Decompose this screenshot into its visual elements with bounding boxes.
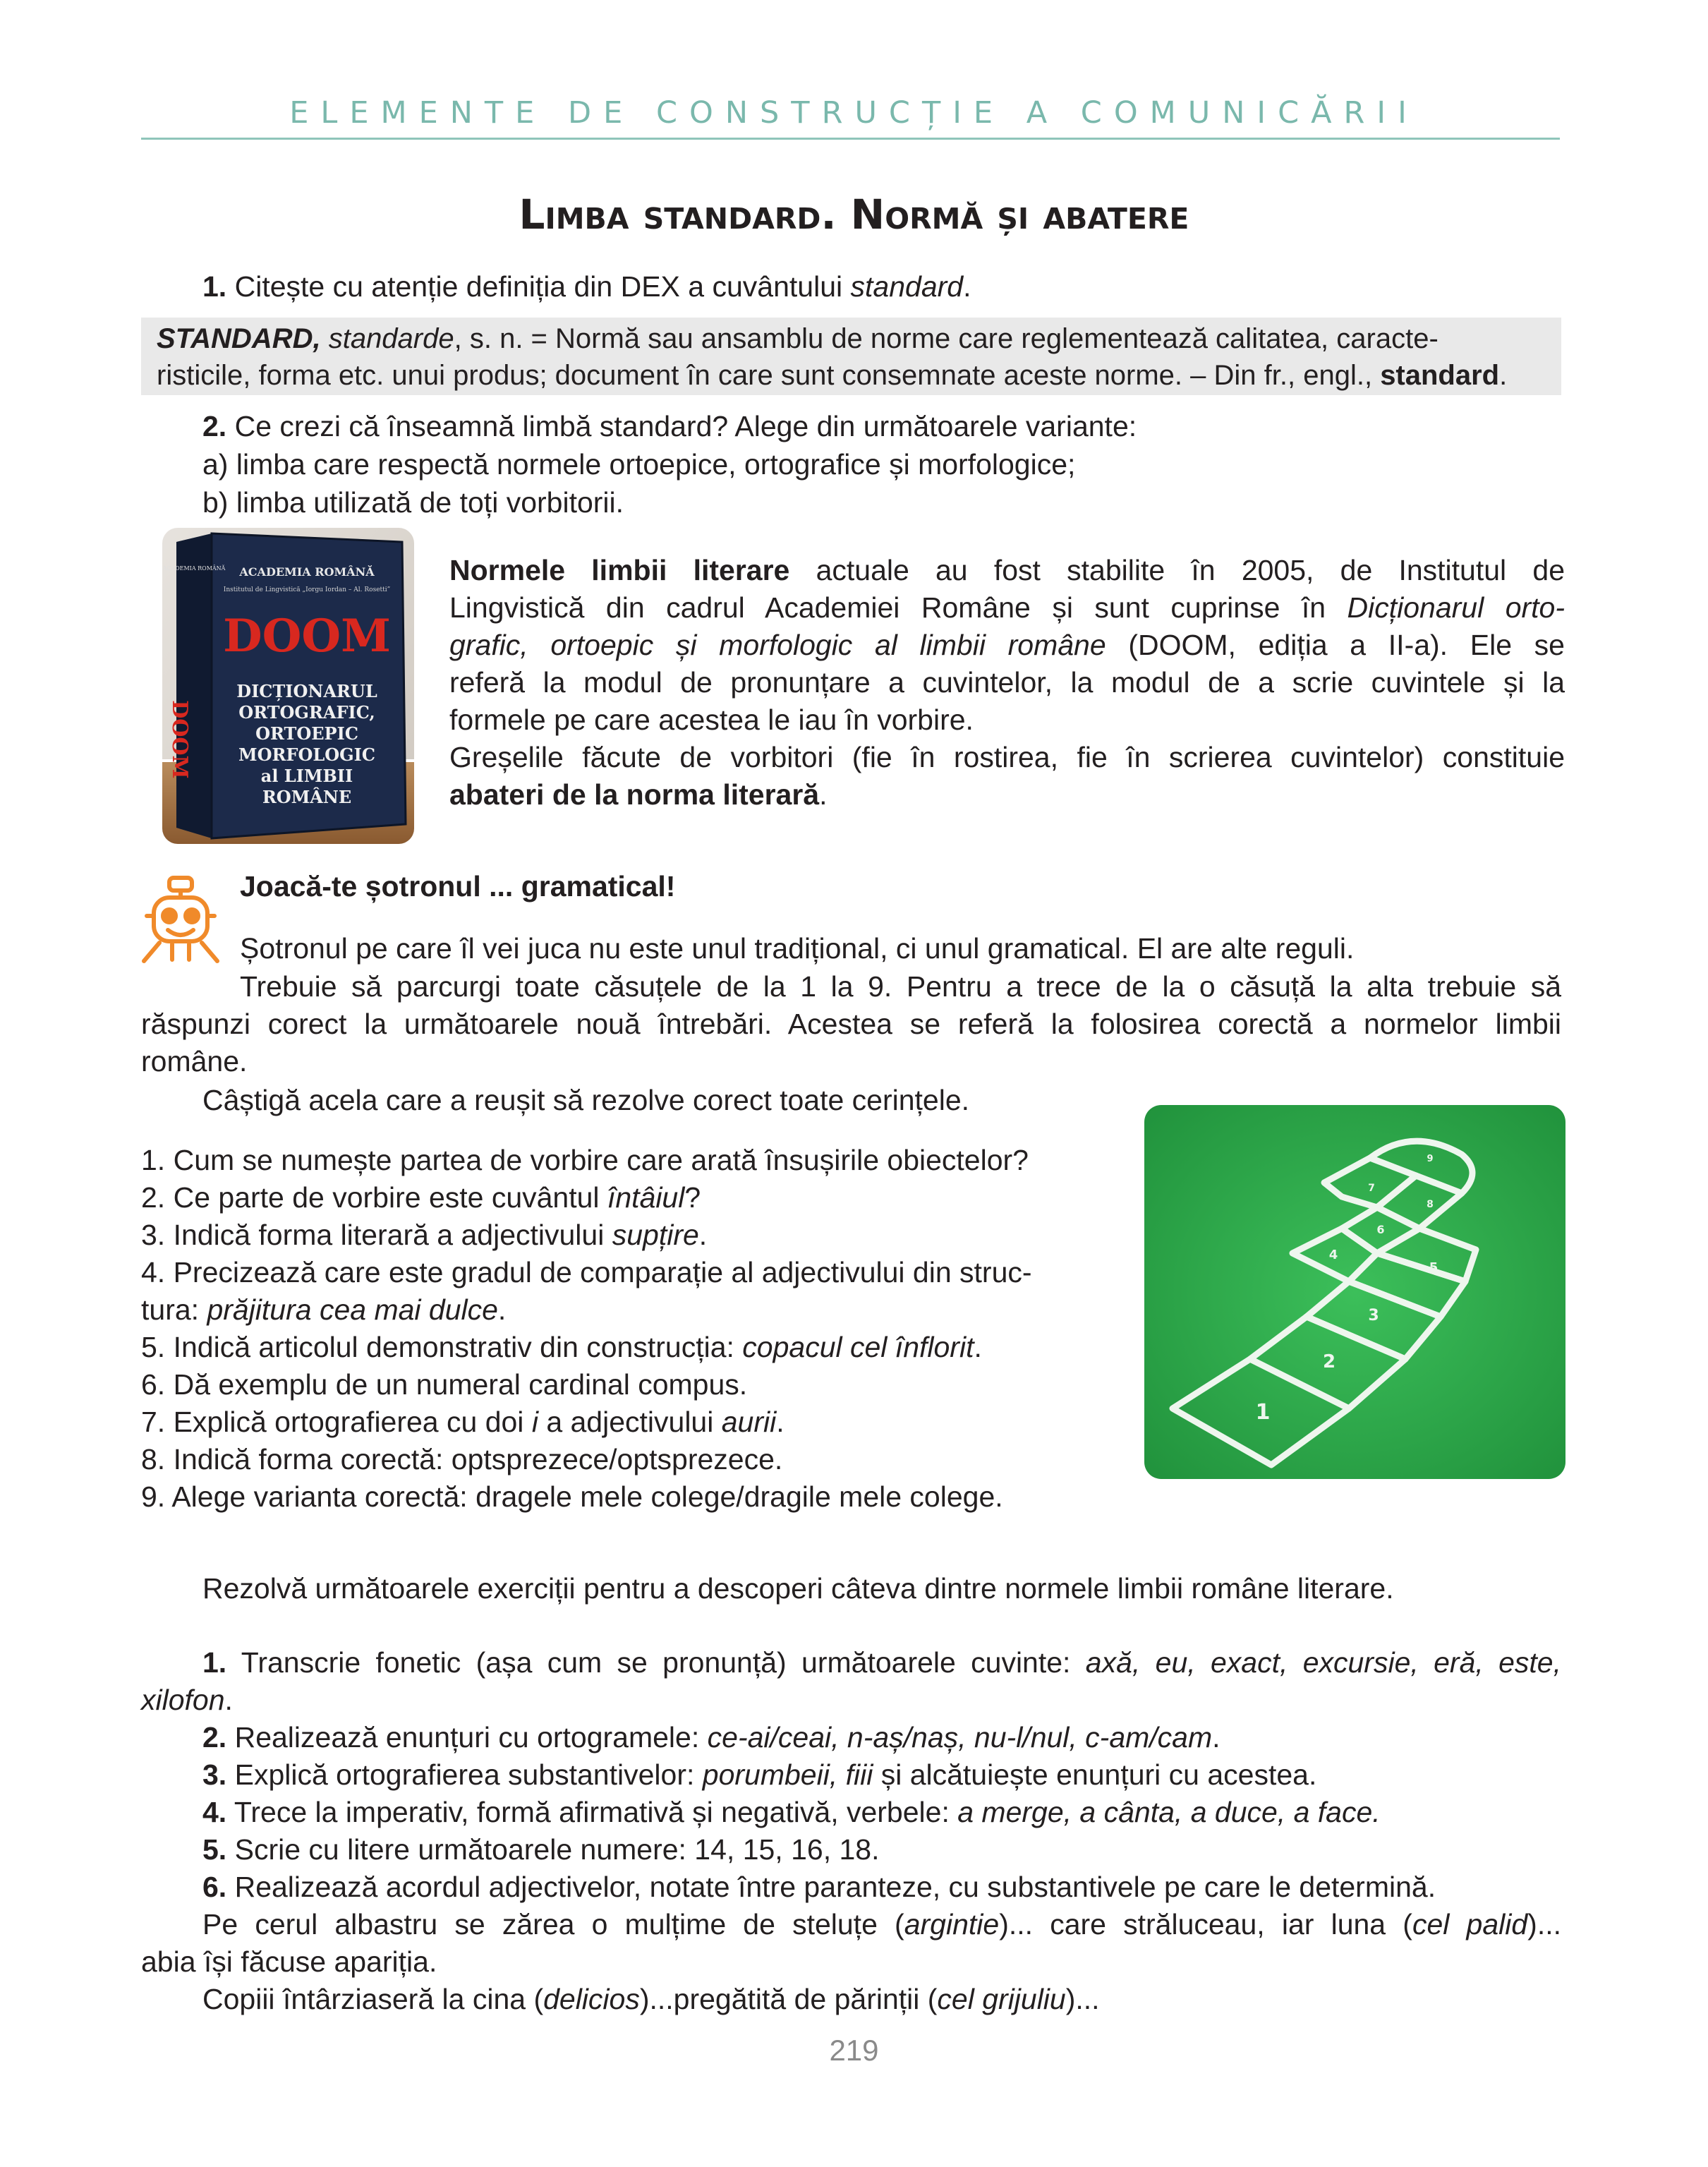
norms-text-2a: Lingvistică din cadrul Academiei Române și sunt cuprinse în [449,591,1347,624]
question-2-text: Ce crezi că înseamnă limbă standard? Alege din următoarele variante: [234,410,1137,442]
norms-line-5: formele pe care acestea le iau în vorbire. [449,704,974,736]
exercise-6-sentence-1 [141,1906,1561,1943]
exercise-2-words: ce-ai/ceai, n-aș/naș, nu-l/nul, c-am/cam [707,1721,1213,1753]
exercise-2-number: 2. [202,1721,227,1753]
norms-line-4: referă la modul de pronunțare a cuvintelor, la modul de a scrie cuvintele și la [449,666,1565,699]
norms-line-2 [449,589,1565,627]
exercise-3-words: porumbeii, fiii [702,1758,873,1791]
exercise-4-text: Trece la imperativ, formă afirmativă și negativă, verbele: [226,1796,958,1828]
norms-text-3b: (DOOM, ediția a II-a). Ele se [1106,629,1565,661]
question-1-text: Citește cu atenție definiția din DEX a cuvântului [234,270,851,303]
exercise-2-end: . [1212,1721,1221,1753]
s3-a: Copiii întârziaseră la cina ( [202,1983,544,2015]
exercise-list [141,1644,1561,2018]
s3-e: )... [1065,1983,1100,2015]
norms-bold-end: abateri de la norma literară [449,778,820,811]
book-subtitle-2: ORTOGRAFIC, [238,702,375,723]
definition-line-2 [157,357,1546,394]
list-item [141,1142,1129,1179]
q-2-word: întâiul [607,1181,685,1214]
exercise-1-number: 1. [202,1646,227,1679]
game-paragraph-1: Șotronul pe care îl vei juca nu este unul tradițional, ci unul gramatical. El are alte reguli. [240,932,1355,965]
q-4-cont: tura: [141,1293,207,1326]
q-5-end: . [974,1331,982,1363]
definition-body-2: risticile, forma etc. unui produs; document în care sunt consemnate aceste norme. – Din fr., engl., [157,360,1381,391]
hop-number-3: 3 [1368,1307,1379,1324]
question-1 [202,268,971,306]
exercise-1-words: axă, eu, exact, excursie, eră, este, [1085,1646,1561,1679]
q-3-word: supțire [612,1219,699,1251]
game-paragraph-2 [141,968,1561,1080]
exercise-2 [141,1719,1561,1756]
book-logo: DOOM [223,610,391,663]
book-subtitle-1: DICȚIONARUL [236,681,377,701]
exercise-2-text: Realizează enunțuri cu ortogramele: [226,1721,708,1753]
q-4-word: prăjitura cea mai dulce [207,1293,498,1326]
definition-body-1: , s. n. = Normă sau ansamblu de norme care reglementează calitatea, caracte- [454,323,1439,354]
question-2-number: 2. [202,410,227,442]
book-publisher: ACADEMIA ROMÂNĂ [239,565,375,579]
norms-text-2b: Dicționarul orto- [1347,591,1565,624]
exercise-1-cont [141,1682,1561,1719]
exercise-3-number: 3. [202,1758,227,1791]
q-1-text: 1. Cum se numește partea de vorbire care arată însușirile obiectelor? [141,1144,1029,1176]
list-item [141,1291,1129,1329]
exercise-6 [141,1869,1561,1906]
definition-end: . [1499,360,1508,391]
q-3-end: . [698,1219,708,1251]
q-2-end: ? [684,1181,701,1214]
norms-line-7 [449,776,1565,814]
definition-headword: STANDARD, [157,323,321,354]
book-subtitle-6: ROMÂNE [262,787,352,807]
list-item [141,1329,1129,1366]
q-4-end: . [497,1293,507,1326]
exercise-1-text: Transcrie fonetic (așa cum se pronunță) următoarele cuvinte: [226,1646,1086,1679]
exercise-3-text: Explică ortografierea substantivelor: [226,1758,703,1791]
exercise-5 [141,1831,1561,1869]
q-5-text: 5. Indică articolul demonstrativ din construcția: [141,1331,743,1363]
game-p2-line-2: răspunzi corect la următoarele nouă întrebări. Acestea se referă la folosirea corectă a normelor limbii [141,1008,1561,1040]
game-p2-line-3: române. [141,1045,248,1078]
section-header: ELEMENTE DE CONSTRUCȚIE A COMUNICĂRII [289,95,1419,131]
dex-definition-box [141,318,1561,395]
spine-publisher: ACADEMIA ROMÂNĂ [162,565,226,572]
spine-logo: DOOM [167,700,192,779]
q-7-word: aurii [721,1406,777,1438]
list-item [141,1179,1129,1217]
exercise-1 [141,1644,1561,1682]
list-item [141,1217,1129,1254]
q-7-letter: i [531,1406,538,1438]
robot-icon [138,874,223,969]
doom-book-photo [162,528,414,844]
q-2-text: 2. Ce parte de vorbire este cuvântul [141,1181,607,1214]
s1-b: argintie [904,1908,1000,1940]
q-6-text: 6. Dă exemplu de un numeral cardinal compus. [141,1368,748,1401]
definition-line-1 [157,320,1546,357]
exercises-intro: Rezolvă următoarele exerciții pentru a descoperi câteva dintre normele limbii române literare. [202,1572,1394,1605]
s1-c: )... care străluceau, iar luna ( [999,1908,1412,1940]
exercise-3-end: și alcătuiește enunțuri cu acestea. [873,1758,1317,1791]
hop-number-2: 2 [1322,1351,1336,1372]
game-paragraph-3: Câștigă acela care a reușit să rezolve corect toate cerințele. [202,1084,970,1116]
exercise-3 [141,1756,1561,1794]
book-institute: Institutul de Lingvistică „Iorgu Iordan – Al. Rosetti” [223,586,391,593]
q-3-text: 3. Indică forma literară a adjectivului [141,1219,612,1251]
hop-number-1: 1 [1255,1400,1271,1425]
exercise-6-sentence-1-cont: abia își făcuse apariția. [141,1945,437,1978]
list-item [141,1441,1129,1478]
q-7-text: 7. Explică ortografierea cu doi [141,1406,532,1438]
question-1-end: . [963,270,971,303]
exercise-1-words-2: xilofon [141,1684,225,1716]
book-subtitle-3: ORTOEPIC [255,723,358,744]
list-item [141,1254,1129,1291]
book-subtitle-4: MORFOLOGIC [238,744,375,765]
exercise-4-number: 4. [202,1796,227,1828]
hop-number-9: 9 [1427,1154,1434,1164]
hopscotch-photo [1144,1105,1565,1479]
s3-d: cel grijuliu [937,1983,1066,2015]
page-number: 219 [829,2034,879,2067]
definition-source-word: standard [1380,360,1500,391]
s1-d: cel palid [1412,1908,1528,1940]
exercise-4-words: a merge, a cânta, a duce, a face. [957,1796,1381,1828]
hop-number-6: 6 [1376,1223,1385,1236]
header-divider [141,138,1560,140]
s3-b: delicios [543,1983,640,2015]
hop-number-7: 7 [1368,1183,1375,1194]
exercise-4 [141,1794,1561,1831]
norms-line-1 [449,552,1565,589]
list-item [141,1404,1129,1441]
page-title: Limba standard. Normă și abatere [519,191,1189,239]
option-b: b) limba utilizată de toți vorbitorii. [202,486,624,519]
norms-line-6: Greșelile făcute de vorbitori (fie în rostirea, fie în scrierea cuvintelor) constituie [449,741,1565,773]
game-heading: Joacă-te șotronul ... gramatical! [240,870,676,903]
norms-text-3a: grafic, ortoepic și morfologic al limbii române [449,629,1106,661]
exercise-6-sentence-2 [141,1981,1561,2018]
book-subtitle-5: al LIMBII [260,766,353,786]
q-9-text: 9. Alege varianta corectă: dragele mele colege/dragile mele colege. [141,1480,1003,1513]
question-list [141,1142,1129,1516]
q-7-end: . [776,1406,785,1438]
hop-number-5: 5 [1429,1260,1439,1275]
list-item [141,1366,1129,1404]
q-8-text: 8. Indică forma corectă: optsprezece/optsprezece. [141,1443,783,1475]
definition-plural: standarde [328,323,454,354]
norms-paragraph [449,552,1565,814]
exercise-5-number: 5. [202,1833,227,1866]
game-p2-line-1: Trebuie să parcurgi toate căsuțele de la 1 la 9. Pentru a trece de la o căsuță la alta trebuie să [240,970,1561,1003]
hop-number-8: 8 [1427,1199,1434,1210]
option-a: a) limba care respectă normele ortoepice, ortografice și morfologice; [202,448,1076,481]
q-7-mid: a adjectivului [538,1406,722,1438]
q-4-text: 4. Precizează care este gradul de comparație al adjectivului din struc- [141,1256,1032,1288]
exercise-6-text: Realizează acordul adjectivelor, notate între paranteze, cu substantivele pe care le determină. [226,1871,1436,1903]
s1-e: )... [1527,1908,1561,1940]
question-2 [202,408,1137,445]
s3-c: )...pregătită de părinții ( [639,1983,938,2015]
norms-bold-start: Normele limbii literare [449,554,790,586]
exercise-5-text: Scrie cu litere următoarele numere: 14, 15, 16, 18. [226,1833,880,1866]
hop-number-4: 4 [1328,1248,1338,1262]
norms-text-1: actuale au fost stabilite în 2005, de Institutul de [789,554,1565,586]
norms-end: . [819,778,828,811]
norms-line-3 [449,627,1565,664]
q-5-word: copacul cel înflorit [742,1331,974,1363]
question-1-word: standard [850,270,964,303]
question-1-number: 1. [202,270,227,303]
exercise-1-end: . [224,1684,233,1716]
list-item [141,1478,1129,1516]
s1-a: Pe cerul albastru se zărea o mulțime de steluțe ( [202,1908,904,1940]
exercise-6-number: 6. [202,1871,227,1903]
